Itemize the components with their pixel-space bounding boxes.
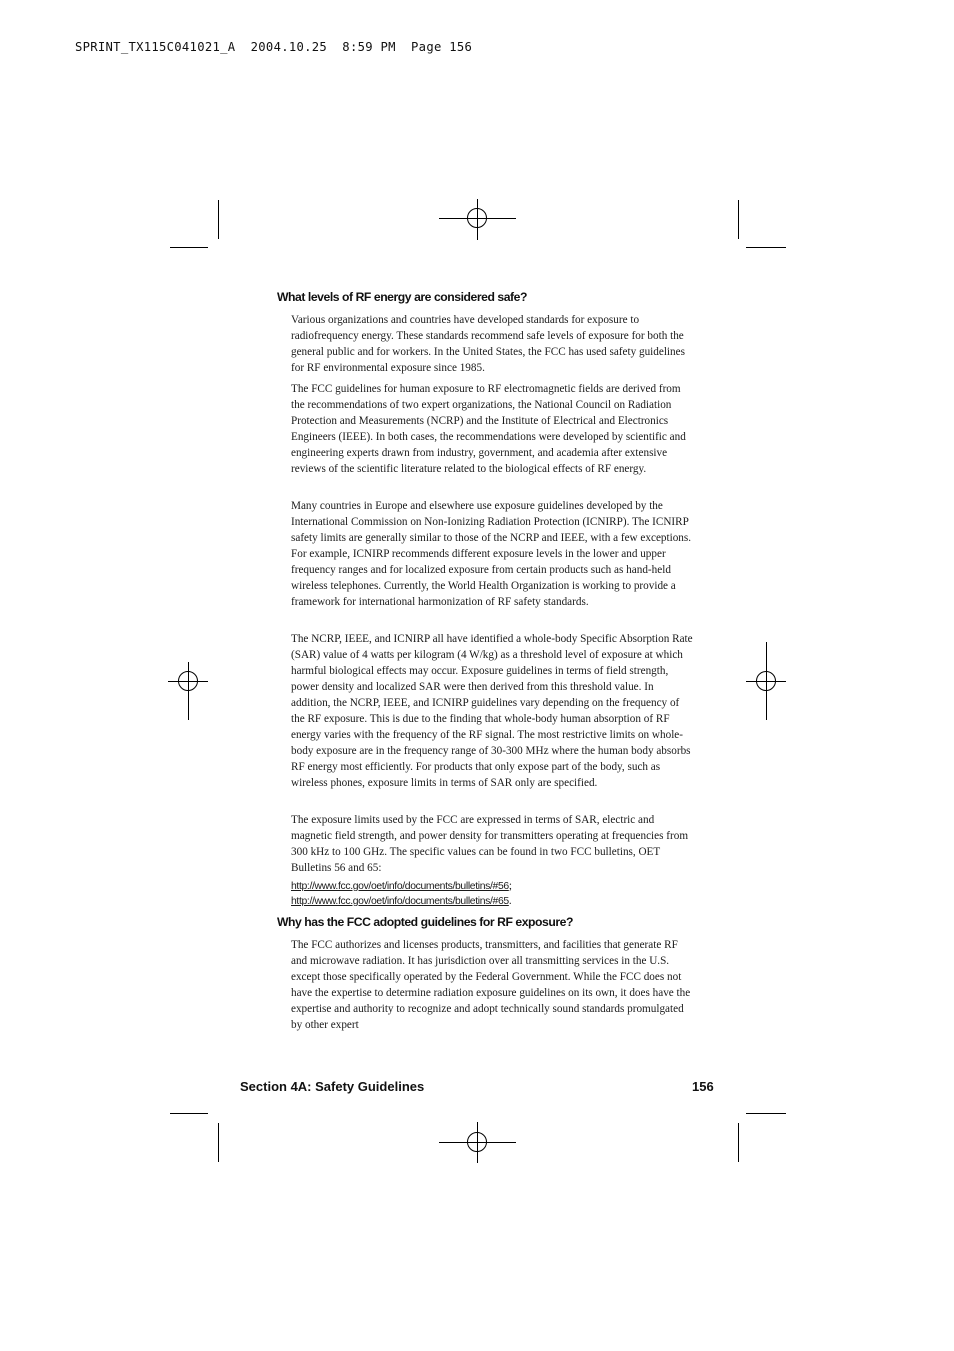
body-paragraph: Various organizations and countries have developed standards for exposure to radiofrequency energy. These standards recommend safe levels of exposure for both the general public and for workers. In the United States, the FCC has used safety guidelines for RF environmental exposure since 1985.: [291, 314, 685, 374]
section-heading: What levels of RF energy are considered safe?: [277, 290, 527, 304]
crop-mark: [746, 1113, 786, 1114]
body-paragraph: The FCC guidelines for human exposure to RF electromagnetic fields are derived from the recommendations of two expert organizations, the National Council on Radiation Protection and Measurements (NCRP) and the Institute of Electrical and Electronics Engineers (IEEE). In both cases, the recommendations were developed by scientific and engineering experts drawn from industry, government, and academia after extensive reviews of the scientific literature related to the biological effects of RF energy.: [291, 383, 686, 475]
body-paragraph: The FCC authorizes and licenses products, transmitters, and facilities that generate RF and microwave radiation. It has jurisdiction over all transmitting services in the U.S. except those specifically operated by the Federal Government. While the FCC does not have the expertise to determine radiation exposure guidelines on its own, it does have the expertise and authority to recognize and adopt technically sound standards promulgated by other expert: [291, 939, 691, 1031]
bulletin-65-link[interactable]: http://www.fcc.gov/oet/info/documents/bulletins/#65: [291, 896, 509, 907]
reference-link-line: [291, 893, 695, 910]
crop-mark: [738, 1123, 739, 1162]
registration-circle-icon: [467, 1132, 487, 1152]
body-paragraph: The exposure limits used by the FCC are expressed in terms of SAR, electric and magnetic field strength, and power density for transmitters operating at frequencies from 300 kHz to 100 GHz. The specific values can be found in two FCC bulletins, OET Bulletins 56 and 65:: [291, 814, 689, 874]
registration-circle-icon: [178, 671, 198, 691]
page-number: 156: [692, 1079, 714, 1094]
crop-mark: [170, 1113, 208, 1114]
crop-mark: [218, 1123, 219, 1162]
crop-mark: [170, 247, 208, 248]
link-separator: ;: [508, 880, 512, 892]
link-separator: .: [508, 895, 512, 907]
crop-mark: [738, 200, 739, 239]
crop-mark: [746, 247, 786, 248]
body-paragraph: The NCRP, IEEE, and ICNIRP all have identified a whole-body Specific Absorption Rate (SAR) value of 4 watts per kilogram (4 W/kg) as a threshold level of exposure at which harmful biological effects may occur. Exposure guidelines in terms of field strength, power density and localized SAR were then derived from this threshold value. In addition, the NCRP, IEEE, and ICNIRP guidelines vary depending on the frequency of the RF exposure. This is due to the finding that whole-body human absorption of RF energy varies with the frequency of the RF signal. The most restrictive limits on whole-body exposure are in the frequency range of 30-300 MHz where the human body absorbs RF energy most efficiently. For products that only expose part of the body, such as wireless phones, exposure limits in terms of SAR only are specified.: [291, 633, 693, 789]
registration-circle-icon: [756, 671, 776, 691]
registration-circle-icon: [467, 208, 487, 228]
crop-mark: [218, 200, 219, 239]
body-paragraph: Many countries in Europe and elsewhere use exposure guidelines developed by the International Commission on Non-Ionizing Radiation Protection (ICNIRP). The ICNIRP safety limits are generally similar to those of the NCRP and IEEE, with a few exceptions. For example, ICNIRP recommends different exposure levels in the lower and upper frequency ranges and for localized exposure from certain products such as hand-held wireless telephones. Currently, the World Health Organization is working to provide a framework for international harmonization of RF safety standards.: [291, 500, 692, 608]
print-slug-line: SPRINT_TX115C041021_A 2004.10.25 8:59 PM Page 156: [75, 40, 473, 54]
section-heading: Why has the FCC adopted guidelines for RF exposure?: [277, 915, 573, 929]
bulletin-56-link[interactable]: http://www.fcc.gov/oet/info/documents/bulletins/#56: [291, 881, 509, 892]
footer-section-label: Section 4A: Safety Guidelines: [240, 1079, 425, 1094]
